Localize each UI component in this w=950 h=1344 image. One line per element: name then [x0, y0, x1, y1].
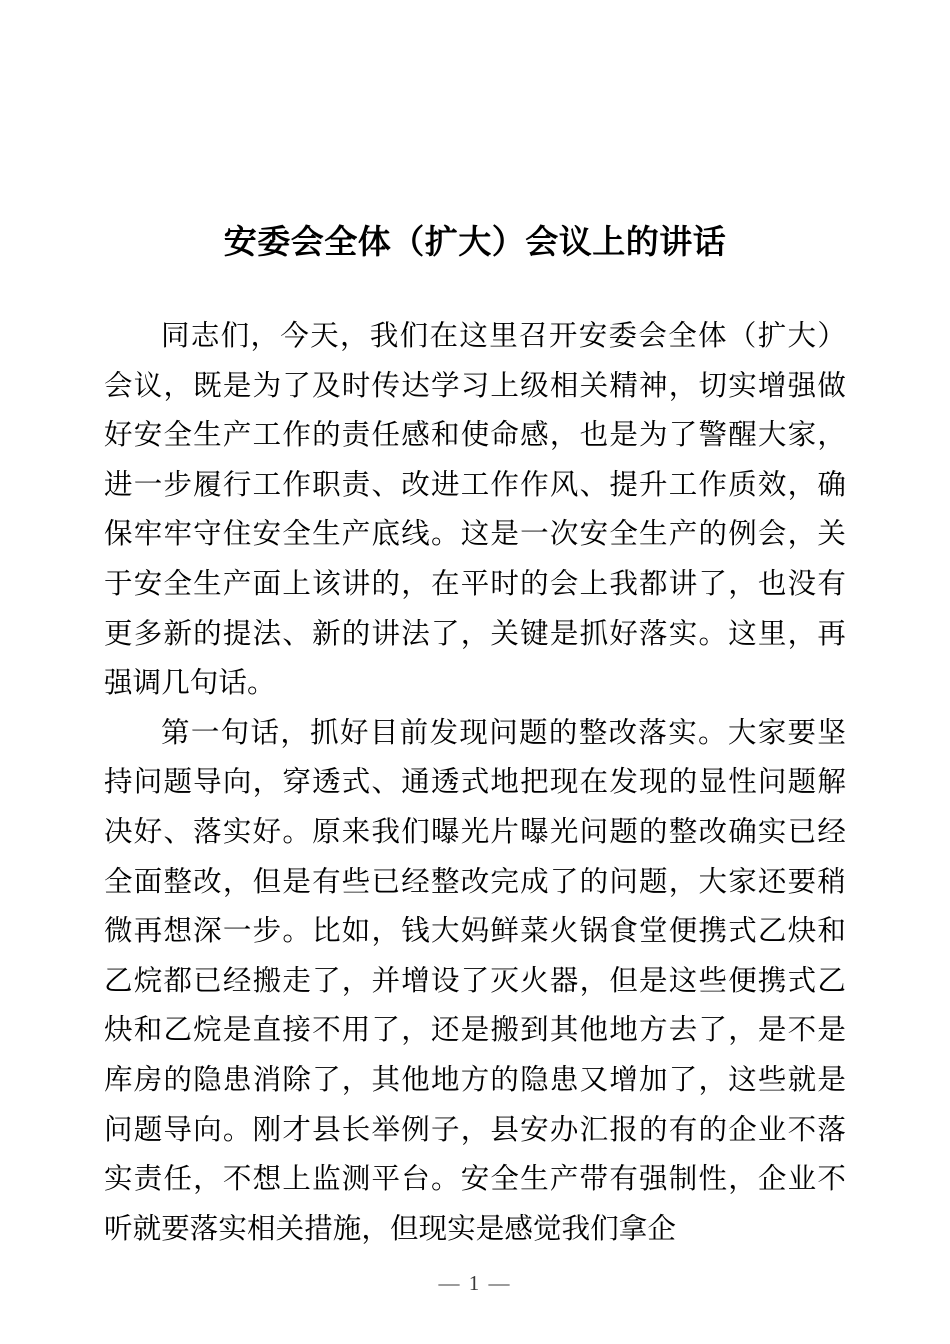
document-body [104, 0, 846, 1254]
page-number-footer: — 1 — [438, 1271, 512, 1295]
page-title: 安委会全体（扩大）会议上的讲话 [223, 223, 727, 260]
document-paragraphs [104, 312, 846, 1254]
paragraph-1: 同志们，今天，我们在这里召开安委会全体（扩大）会议，既是为了及时传达学习上级相关精神，切实增强做好安全生产工作的责任感和使命感，也是为了警醒大家，进一步履行工作职责、改进工作作风、提升工作质效，确保牢牢守住安全生产底线。这是一次安全生产的例会，关于安全生产面上该讲的，在平时的会上我都讲了，也没有更多新的提法、新的讲法了，关键是抓好落实。这里，再强调几句话。 [104, 320, 846, 700]
paragraph-2: 第一句话，抓好目前发现问题的整改落实。大家要坚持问题导向，穿透式、通透式地把现在发现的显性问题解决好、落实好。原来我们曝光片曝光问题的整改确实已经全面整改，但是有些已经整改完成了的问题，大家还要稍微再想深一步。比如，钱大妈鲜菜火锅食堂便携式乙炔和乙烷都已经搬走了，并增设了灭火器，但是这些便携式乙炔和乙烷是直接不用了，还是搬到其他地方去了，是不是库房的隐患消除了，其他地方的隐患又增加了，这些就是问题导向。刚才县长举例子，县安办汇报的有的企业不落实责任，不想上监测平台。安全生产带有强制性，企业不听就要落实相关措施，但现实是感觉我们拿企 [104, 716, 846, 1245]
